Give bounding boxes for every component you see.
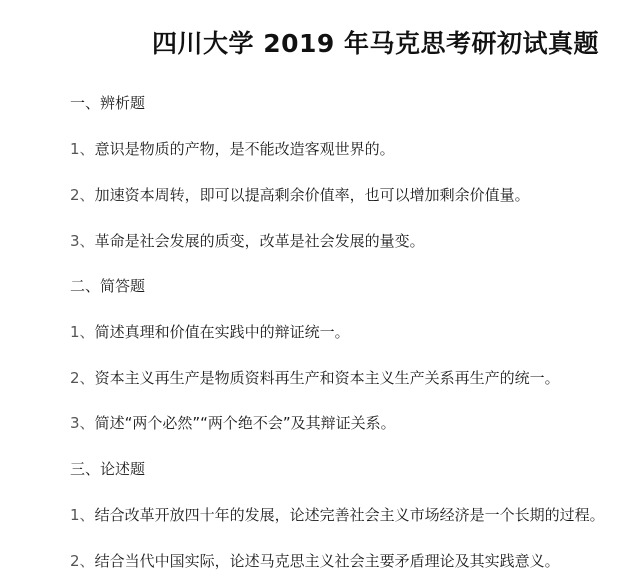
question-item: 2、结合当代中国实际，论述马克思主义社会主要矛盾理论及其实践意义。 bbox=[70, 552, 560, 570]
question-number: 3 bbox=[70, 414, 80, 432]
question-number: 3 bbox=[70, 232, 80, 250]
question-text: 结合改革开放四十年的发展，论述完善社会主义市场经济是一个长期的过程。 bbox=[94, 506, 605, 524]
section-heading-2: 二、简答题 bbox=[70, 277, 146, 295]
question-number: 1 bbox=[70, 323, 80, 341]
question-text: 意识是物质的产物，是不能改造客观世界的。 bbox=[94, 140, 395, 158]
question-text: 资本主义再生产是物质资料再生产和资本主义生产关系再生产的统一。 bbox=[94, 369, 560, 387]
document-title: 四川大学 2019 年马克思考研初试真题 bbox=[152, 29, 599, 58]
question-number: 2 bbox=[70, 552, 80, 570]
section-heading-3: 三、论述题 bbox=[70, 460, 146, 478]
question-text: 革命是社会发展的质变，改革是社会发展的量变。 bbox=[94, 232, 425, 250]
question-item: 2、资本主义再生产是物质资料再生产和资本主义生产关系再生产的统一。 bbox=[70, 369, 560, 387]
question-number: 1 bbox=[70, 140, 80, 158]
question-number: 1 bbox=[70, 506, 80, 524]
question-item: 1、意识是物质的产物，是不能改造客观世界的。 bbox=[70, 140, 395, 158]
question-item: 3、简述“两个必然”“两个绝不会”及其辩证关系。 bbox=[70, 414, 396, 432]
question-item: 1、结合改革开放四十年的发展，论述完善社会主义市场经济是一个长期的过程。 bbox=[70, 506, 605, 524]
question-text: 简述真理和价值在实践中的辩证统一。 bbox=[94, 323, 350, 341]
question-number: 2 bbox=[70, 369, 80, 387]
question-item: 2、加速资本周转，即可以提高剩余价值率，也可以增加剩余价值量。 bbox=[70, 186, 530, 204]
question-text: 结合当代中国实际，论述马克思主义社会主要矛盾理论及其实践意义。 bbox=[94, 552, 560, 570]
question-text: 加速资本周转，即可以提高剩余价值率，也可以增加剩余价值量。 bbox=[94, 186, 530, 204]
question-text: 简述“两个必然”“两个绝不会”及其辩证关系。 bbox=[94, 414, 396, 432]
question-item: 1、简述真理和价值在实践中的辩证统一。 bbox=[70, 323, 350, 341]
question-number: 2 bbox=[70, 186, 80, 204]
question-item: 3、革命是社会发展的质变，改革是社会发展的量变。 bbox=[70, 232, 425, 250]
section-heading-1: 一、辨析题 bbox=[70, 94, 146, 112]
